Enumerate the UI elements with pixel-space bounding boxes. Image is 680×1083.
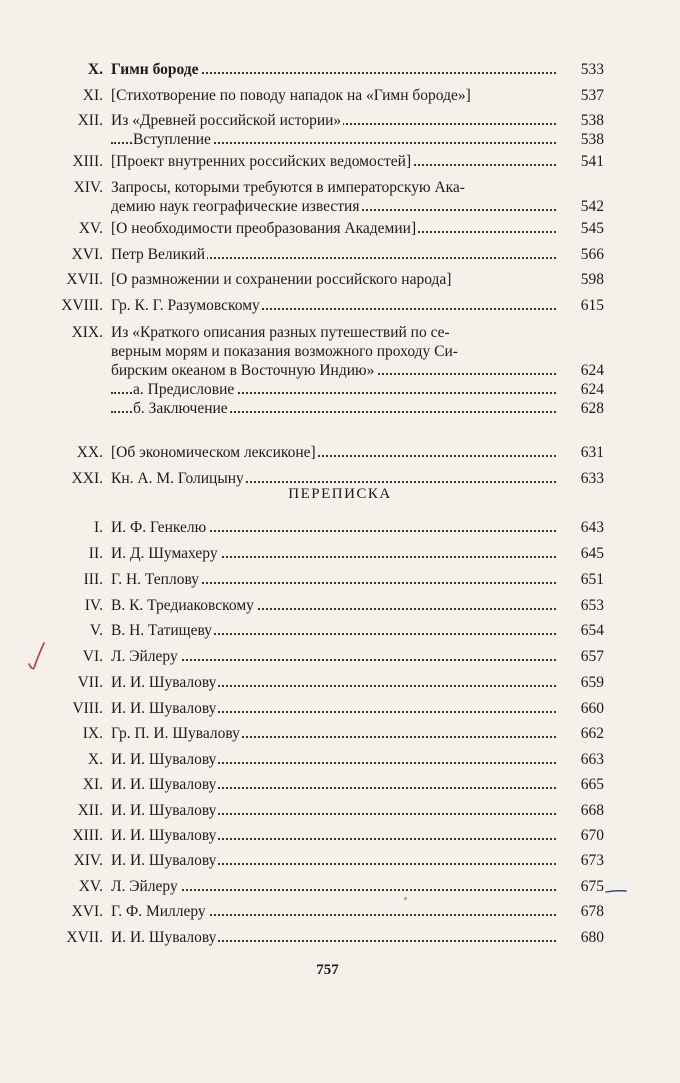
entry-title-text: [Проект внутренних российских ведомостей] [111, 153, 412, 170]
entry-title-text: [О размножении и сохранении российского народа] [111, 271, 452, 288]
entry-page-number: 566 [580, 246, 604, 263]
entry-page-number: 538 [580, 112, 604, 129]
entry-number: XX. [76, 444, 103, 461]
entry-title-text: И. И. Шувалову [111, 751, 217, 768]
entry-title-text: Г. Ф. Миллеру [111, 903, 206, 920]
entry-page-number: 631 [580, 444, 604, 461]
entry-title [111, 152, 556, 171]
entry-title-line [111, 570, 556, 589]
entry-page-number: 633 [580, 470, 604, 487]
entry-title-text: В. Н. Татищеву [111, 622, 213, 639]
entry-title [111, 323, 556, 418]
entry-number: XIV. [73, 179, 103, 196]
entry-title-text: Запросы, которыми требуются в императорскую Ака- [111, 179, 465, 196]
entry-title [111, 219, 556, 238]
entry-title-text: Из «Древней российской истории» [111, 112, 342, 129]
page-number: 757 [316, 962, 339, 978]
entry-title-text: Гр. П. И. Шувалову [111, 725, 240, 742]
entry-number: II. [88, 545, 103, 562]
entry-title-text: И. И. Шувалову [111, 827, 217, 844]
entry-page-number: 542 [580, 198, 604, 215]
entry-number: XIII. [72, 827, 103, 844]
entry-title-line [111, 111, 556, 130]
entry-page-number: 668 [580, 802, 604, 819]
entry-number: IV. [84, 597, 103, 614]
entry-page-number: 675 [580, 878, 604, 895]
entry-page-number: 663 [580, 751, 604, 768]
subentry-line [111, 130, 556, 149]
entry-title-line [111, 270, 556, 289]
entry-page-number: 673 [580, 852, 604, 869]
entry-title [111, 801, 556, 820]
entry-title-line [111, 699, 556, 718]
entry-number: V. [89, 622, 103, 639]
entry-page-number: 660 [580, 700, 604, 717]
entry-title-text: И. И. Шувалову [111, 700, 217, 717]
entry-number: XVI. [71, 246, 103, 263]
entry-title-line [111, 801, 556, 820]
entry-title [111, 673, 556, 692]
entry-title [111, 570, 556, 589]
entry-number: III. [83, 571, 103, 588]
entry-number: XVII. [66, 929, 103, 946]
entry-title-line [111, 621, 556, 640]
entry-number: XIII. [72, 153, 103, 170]
entry-title-line [111, 361, 556, 380]
entry-title-text: И. И. Шувалову [111, 674, 217, 691]
entry-title [111, 270, 556, 289]
entry-title-line [111, 596, 556, 615]
entry-number: VII. [77, 674, 103, 691]
entry-page-number: 657 [580, 648, 604, 665]
entry-title-text: бирским океаном в Восточную Индию» [111, 362, 375, 379]
entry-page-number: 665 [580, 776, 604, 793]
entry-title-text: И. Ф. Генкелю [111, 519, 207, 536]
entry-number: VIII. [72, 700, 103, 717]
subentry-text: а. Предисловие [133, 381, 235, 398]
entry-title-line [111, 928, 556, 947]
entry-page-number: 678 [580, 903, 604, 920]
entry-title-text: И. Д. Шумахеру [111, 545, 218, 562]
entry-number: XVI. [71, 903, 103, 920]
subentry-text: б. Заключение [133, 400, 228, 417]
entry-title-line [111, 245, 556, 264]
entry-title [111, 60, 556, 79]
entry-page-number: 541 [580, 153, 604, 170]
entry-title-text: Л. Эйлеру [111, 648, 178, 665]
entry-title-text: Г. Н. Теплову [111, 571, 199, 588]
entry-number: VI. [82, 648, 103, 665]
entry-title [111, 750, 556, 769]
subentry-page-number: 628 [580, 400, 604, 417]
entry-title [111, 596, 556, 615]
entry-title-line [111, 60, 556, 79]
entry-title-line [111, 902, 556, 921]
entry-title-text: верным морям и показания возможного проходу Си- [111, 343, 458, 360]
entry-title-text: Из «Краткого описания разных путешествий по се- [111, 324, 450, 341]
entry-page-number: 645 [580, 545, 604, 562]
entry-title-text: И. И. Шувалову [111, 776, 217, 793]
entry-page-number: 643 [580, 519, 604, 536]
entry-title [111, 699, 556, 718]
entry-number: I. [93, 519, 103, 536]
entry-title-text: И. И. Шувалову [111, 852, 217, 869]
entry-title [111, 902, 556, 921]
entry-title-text: [О необходимости преобразования Академии] [111, 220, 417, 237]
entry-title-line [111, 518, 556, 537]
entry-title [111, 544, 556, 563]
entry-page-number: 680 [580, 929, 604, 946]
entry-title [111, 178, 556, 216]
entry-title [111, 647, 556, 666]
subentry-page-number: 538 [580, 131, 604, 148]
entry-title-line [111, 219, 556, 238]
entry-title-text: И. И. Шувалову [111, 929, 217, 946]
entry-number: XXI. [71, 470, 103, 487]
entry-title-line [111, 750, 556, 769]
entry-title-line [111, 826, 556, 845]
subentry-text: Вступление [133, 131, 211, 148]
entry-title-line [111, 724, 556, 743]
entry-number: XVII. [66, 271, 103, 288]
entry-page-number: 654 [580, 622, 604, 639]
entry-number: XIV. [73, 852, 103, 869]
entry-page-number: 537 [580, 87, 604, 104]
entry-number: XV. [78, 878, 103, 895]
entry-page-number: 545 [580, 220, 604, 237]
entry-number: XII. [77, 112, 103, 129]
section-heading: ПЕРЕПИСКА [288, 486, 392, 502]
entry-title [111, 877, 556, 896]
entry-title [111, 826, 556, 845]
entry-title [111, 443, 556, 462]
entry-title-text: И. И. Шувалову [111, 802, 217, 819]
entry-title-text: Гимн бороде [111, 61, 199, 78]
entry-number: XVIII. [61, 297, 103, 314]
entry-title-line [111, 342, 556, 361]
entry-title-line [111, 877, 556, 896]
entry-title-text: Л. Эйлеру [111, 878, 178, 895]
entry-title [111, 724, 556, 743]
entry-page-number: 662 [580, 725, 604, 742]
subentry-page-number: 624 [580, 381, 604, 398]
entry-title [111, 621, 556, 640]
entry-title-line [111, 647, 556, 666]
paper-speck [404, 897, 407, 900]
subentry-line [111, 399, 556, 418]
entry-title-line [111, 323, 556, 342]
entry-title-text: В. К. Тредиаковскому [111, 597, 254, 614]
entry-title-line [111, 851, 556, 870]
entry-title-text: Кн. А. М. Голицыну [111, 470, 244, 487]
entry-title [111, 928, 556, 947]
entry-number: XII. [77, 802, 103, 819]
entry-page-number: 598 [580, 271, 604, 288]
entry-title-line [111, 775, 556, 794]
entry-number: X. [87, 751, 103, 768]
entry-title [111, 851, 556, 870]
handwritten-check-mark [25, 640, 47, 672]
entry-page-number: 624 [580, 362, 604, 379]
entry-number: IX. [82, 725, 103, 742]
entry-title [111, 111, 556, 149]
entry-title-line [111, 673, 556, 692]
entry-title [111, 296, 556, 315]
entry-title-line [111, 296, 556, 315]
entry-number: XI. [82, 776, 103, 793]
entry-title-text: Петр Великий [111, 246, 206, 263]
entry-page-number: 670 [580, 827, 604, 844]
entry-page-number: 653 [580, 597, 604, 614]
entry-title-line [111, 152, 556, 171]
entry-title-line [111, 86, 556, 105]
entry-page-number: 651 [580, 571, 604, 588]
entry-title-text: демию наук географические известия [111, 198, 360, 215]
entry-page-number: 659 [580, 674, 604, 691]
handwritten-dash-mark [604, 885, 628, 897]
entry-title-line [111, 178, 556, 197]
entry-title [111, 86, 556, 105]
entry-title-text: Гр. К. Г. Разумовскому [111, 297, 260, 314]
entry-title-line [111, 544, 556, 563]
entry-number: XI. [82, 87, 103, 104]
entry-number: X. [87, 61, 103, 78]
entry-page-number: 615 [580, 297, 604, 314]
entry-number: XV. [78, 220, 103, 237]
subentry-line [111, 380, 556, 399]
entry-title [111, 518, 556, 537]
entry-title [111, 775, 556, 794]
entry-title-line [111, 443, 556, 462]
entry-title-text: [Об экономическом лексиконе] [111, 444, 316, 461]
entry-page-number: 533 [580, 61, 604, 78]
entry-title-line [111, 197, 556, 216]
entry-title [111, 245, 556, 264]
entry-number: XIX. [71, 324, 103, 341]
entry-title-text: [Стихотворение по поводу нападок на «Гимн бороде»] [111, 87, 471, 104]
